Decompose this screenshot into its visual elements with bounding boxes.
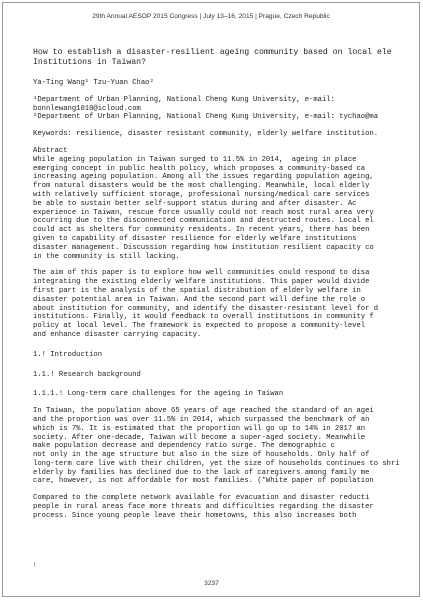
text-line: The aim of this paper is to explore how well communities could respond to disa <box>33 269 370 278</box>
body-paragraph-2 <box>33 494 423 520</box>
text-line: elderly by families has declined due to the lack of caregivers among family me <box>33 468 370 477</box>
affiliation-email: bonnlewang1010@icloud.com <box>33 104 141 113</box>
text-line: Compared to the complete network available for evacuation and disaster reducti <box>33 494 370 503</box>
affiliation-line: ¹Department of Urban Planning, National Cheng Kung University, e-mail: <box>33 95 335 104</box>
text-line: and enhance disaster carrying capacity. <box>33 330 202 339</box>
text-line: increasing ageing population. Among all the issues regarding population ageing, <box>33 173 374 182</box>
affiliation-line: ²Department of Urban Planning, National Cheng Kung University, e-mail: tychao@ma <box>33 113 379 122</box>
title-line: How to establish a disaster-resilient ageing community based on local ele <box>33 48 392 57</box>
abstract-paragraph-1 <box>33 156 423 262</box>
text-line: policy at local level. The framework is expected to propose a community-level <box>33 322 366 331</box>
authors: Ya-Ting Wang¹ Tzu-Yuan Chao² <box>33 79 154 87</box>
keywords: Keywords: resilience, disaster resistant community, elderly welfare institution. <box>33 130 379 139</box>
section-heading: 1.! Introduction <box>33 350 103 359</box>
text-line: first part is the analysis of the spatial distribution of elderly welfare in <box>33 286 361 295</box>
text-line: experience in Taiwan, rescue force usually could not reach most rural area very <box>33 208 374 217</box>
text-line: with relatively sufficient storage, professional nursing/medical care services <box>33 190 370 199</box>
affiliations <box>33 96 423 122</box>
footnote-mark: ! <box>33 562 37 569</box>
text-line: society. After one-decade, Taiwan will become a super-aged society. Meanwhile <box>33 433 366 442</box>
abstract-paragraph-2 <box>33 269 423 339</box>
text-line: and the proportion was over 11.5% in 2014, which surpassed the benchmark of an <box>33 415 370 424</box>
text-line: make population decrease and dependency ratio surge. The demographic c <box>33 442 335 451</box>
text-line: could act as shelters for community residents. In recent years, there has been <box>33 226 370 235</box>
text-line: in the community is still lacking. <box>33 252 180 261</box>
text-line: be able to sustain better self-support status during and after disaster. Ac <box>33 199 357 208</box>
running-head: 29th Annual AESOP 2015 Congress | July 13–16, 2015 | Prague, Czech Republic <box>92 13 330 20</box>
text-line: given to capability of disaster resilience for elderly welfare institutions <box>33 234 357 243</box>
text-line: long-term care live with their children, yet the size of households continues to shri <box>33 459 400 468</box>
text-line: people in rural areas face more threats and difficulties regarding the disaster <box>33 503 374 512</box>
text-line: disaster potential area in Taiwan. And the second part will define the role o <box>33 295 366 304</box>
title-line: Institutions in Taiwan? <box>33 58 147 67</box>
body-paragraph-1 <box>33 407 423 486</box>
text-line: occurring due to the disconnected communication and destructed routes. Local el <box>33 217 374 226</box>
text-line: institutions. Finally, it would feedback to overall institutions in community f <box>33 313 374 322</box>
paper-body <box>33 48 423 521</box>
text-line: While ageing population in Taiwan surged to 11.5% in 2014, ageing in place <box>33 155 357 164</box>
text-line: which is 7%. It is estimated that the proportion will go up to 14% in 2017 an <box>33 424 366 433</box>
text-line: about institution for community, and identify the disaster-resistant level for d <box>33 304 379 313</box>
text-line: integrating the existing elderly welfare institutions. This paper would divide <box>33 278 370 287</box>
page-number: 3237 <box>204 580 219 587</box>
text-line: from natural disasters would be the most challenging. Meanwhile, local elderly <box>33 182 370 191</box>
text-line: In Taiwan, the population above 65 years of age reached the standard of an agei <box>33 407 374 416</box>
text-line: process. Since young people leave their hometowns, this also increases both <box>33 511 357 520</box>
paper-title <box>33 48 423 68</box>
subsubsection-heading: 1.1.1.! Long-term care challenges for the ageing in Taiwan <box>33 390 284 399</box>
text-line: emerging concept in public health policy, which proposes a community-based ca <box>33 164 366 173</box>
abstract-heading: Abstract <box>33 146 68 155</box>
text-line: not only in the age structure but also in the size of households. Only half of <box>33 451 370 460</box>
text-line: disaster management. Discussion regarding how institution resilient capacity co <box>33 243 374 252</box>
text-line: care, however, is not affordable for most families. (*White paper of population <box>33 477 374 486</box>
subsection-heading: 1.1.! Research background <box>33 370 141 379</box>
